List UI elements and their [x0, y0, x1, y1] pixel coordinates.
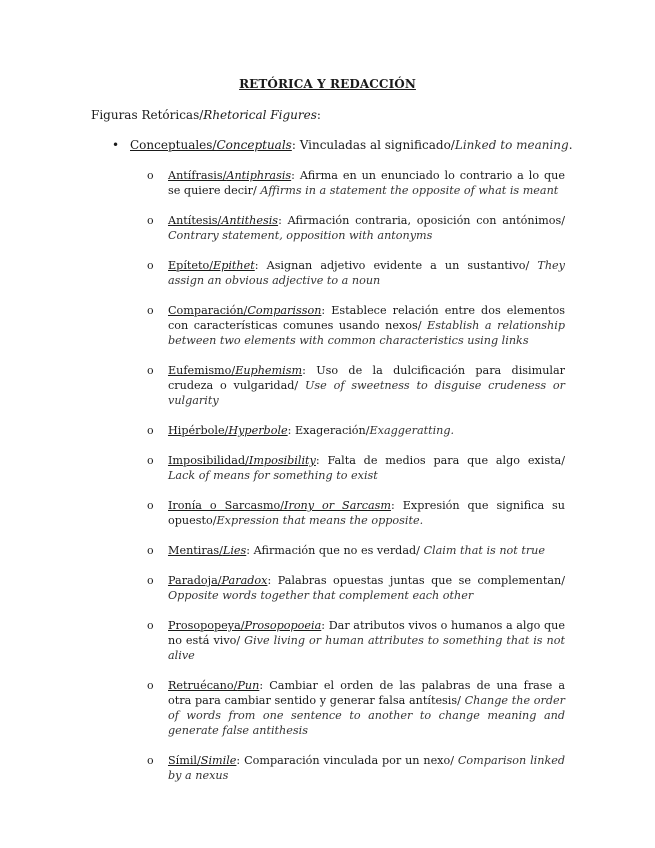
term-sep: :	[287, 424, 292, 437]
term-en: Hyperbole	[228, 424, 288, 437]
desc-es: Afirmación contraria, oposición con antónimos/	[287, 214, 565, 227]
term-en: Antiphrasis	[226, 169, 292, 182]
desc-en: Comparison linked by a nexus	[168, 754, 566, 782]
list-marker-icon: o	[147, 754, 154, 767]
term-es: Imposibilidad/	[168, 454, 249, 467]
desc-en: Expression that means the opposite.	[216, 514, 424, 527]
section-heading	[91, 108, 321, 122]
list-item	[147, 543, 565, 558]
list-item	[147, 423, 565, 438]
desc-en: Give living or human attributes to something that is not alive	[168, 634, 565, 662]
list-item	[147, 213, 565, 243]
term-en: Pun	[237, 679, 260, 692]
desc-es: Afirmación que no es verdad/	[250, 544, 424, 557]
list-marker-icon: o	[147, 574, 154, 587]
term-es: Prosopopeya/	[168, 619, 245, 632]
desc-en: Use of sweetness to disguise crudeness or vulgarity	[168, 379, 565, 407]
term-sep: :	[315, 454, 320, 467]
list-item	[147, 573, 565, 603]
list-item	[147, 258, 565, 288]
term-sep: :	[254, 259, 259, 272]
term-sep: :	[291, 169, 295, 182]
term-sep: :	[246, 544, 251, 557]
list-marker-icon: o	[147, 544, 154, 557]
list-item	[147, 753, 565, 783]
term-es: Antífrasis/	[168, 169, 227, 182]
term-en: Euphemism	[235, 364, 303, 377]
desc-en: Opposite words together that complement each other	[168, 589, 474, 602]
section-suffix: :	[316, 108, 321, 122]
list-marker-icon: o	[147, 454, 154, 467]
document-title: RETÓRICA Y REDACCIÓN	[239, 77, 416, 91]
desc-es: Falta de medios para que algo exista/	[319, 454, 565, 467]
term-es: Antítesis/	[168, 214, 222, 227]
bullet-desc-es: Vinculadas al significado/	[295, 138, 455, 152]
desc-es: Asignan adjetivo evidente a un sustantivo/	[258, 259, 538, 272]
section-label-es: Figuras Retóricas/	[91, 108, 204, 122]
list-item	[147, 363, 565, 408]
desc-es: Comparación vinculada por un nexo/	[240, 754, 458, 767]
term-sep: :	[302, 364, 306, 377]
list-item	[147, 168, 565, 198]
desc-es: Afirma en un enunciado lo contrario a lo que se quiere decir/	[168, 169, 565, 197]
term-sep: :	[236, 754, 241, 767]
term-sep: :	[321, 304, 326, 317]
list-marker-icon: o	[147, 679, 154, 692]
desc-es: Palabras opuestas juntas que se complementan/	[271, 574, 565, 587]
list-item	[147, 678, 565, 738]
list-item	[147, 453, 565, 483]
bullet-text	[130, 138, 573, 152]
list-marker-icon: o	[147, 214, 154, 227]
desc-en: They assign an obvious adjective to a noun	[168, 259, 565, 287]
bullet-desc-en: Linked to meaning	[454, 138, 569, 152]
desc-es: Dar atributos vivos o humanos a algo que no está vivo/	[168, 619, 565, 647]
list-marker-icon: o	[147, 304, 154, 317]
desc-es: Exageración/	[291, 424, 370, 437]
term-sep: :	[259, 679, 264, 692]
list-marker-icon: o	[147, 424, 154, 437]
term-sep: :	[267, 574, 272, 587]
list-item	[147, 498, 565, 528]
term-en: Lies	[222, 544, 247, 557]
list-marker-icon: o	[147, 499, 154, 512]
bullet-end: .	[568, 138, 573, 152]
term-en: Irony or Sarcasm	[284, 499, 391, 512]
list-item	[147, 618, 565, 663]
term-sep: :	[391, 499, 395, 512]
desc-es: Uso de la dulcificación para disimular crudeza o vulgaridad/	[168, 364, 565, 392]
term-en: Antithesis	[221, 214, 279, 227]
term-es: Retruécano/	[168, 679, 238, 692]
term-sep: :	[321, 619, 326, 632]
desc-en: Exaggeratting.	[369, 424, 455, 437]
term-es: Paradoja/	[168, 574, 222, 587]
desc-en: Change the order of words from one sentence to another to change meaning and generate false antithesis	[168, 694, 565, 737]
desc-en: Contrary statement, opposition with antonyms	[168, 229, 433, 242]
term-es: Ironía o Sarcasmo/	[168, 499, 285, 512]
list-marker-icon: o	[147, 259, 154, 272]
term-es: Hipérbole/	[168, 424, 229, 437]
list-marker-icon: o	[147, 364, 154, 377]
desc-es: Establece relación entre dos elementos con características comunes usando nexos/	[168, 304, 565, 332]
desc-en: Establish a relationship between two elements with common characteristics using links	[168, 319, 565, 347]
term-en: Comparisson	[247, 304, 322, 317]
desc-es: Cambiar el orden de las palabras de una frase a otra para cambiar sentido y generar falsa antítesis/	[168, 679, 565, 707]
term-es: Epíteto/	[168, 259, 214, 272]
desc-en: Affirms in a statement the opposite of what is meant	[260, 184, 559, 197]
bullet-sep: :	[291, 138, 296, 152]
section-label-en: Rhetorical Figures	[203, 108, 317, 122]
term-es: Mentiras/	[168, 544, 223, 557]
bullet-dot-icon: •	[112, 138, 120, 152]
list-marker-icon: o	[147, 619, 154, 632]
list-item	[147, 303, 565, 348]
list-marker-icon: o	[147, 169, 154, 182]
term-en: Epithet	[213, 259, 255, 272]
term-en: Paradox	[221, 574, 268, 587]
figures-list	[147, 168, 565, 798]
term-es: Comparación/	[168, 304, 248, 317]
term-en: Imposibility	[248, 454, 316, 467]
term-sep: :	[278, 214, 288, 227]
bullet-term-es: Conceptuales/	[130, 138, 217, 152]
bullet-term-en: Conceptuals	[216, 138, 292, 152]
desc-es: Expresión que significa su opuesto/	[168, 499, 565, 527]
term-es: Símil/	[168, 754, 201, 767]
desc-en: Claim that is not true	[423, 544, 545, 557]
term-es: Eufemismo/	[168, 364, 236, 377]
term-en: Prosopopoeia	[244, 619, 322, 632]
desc-en: Lack of means for something to exist	[168, 469, 378, 482]
term-en: Simile	[200, 754, 237, 767]
